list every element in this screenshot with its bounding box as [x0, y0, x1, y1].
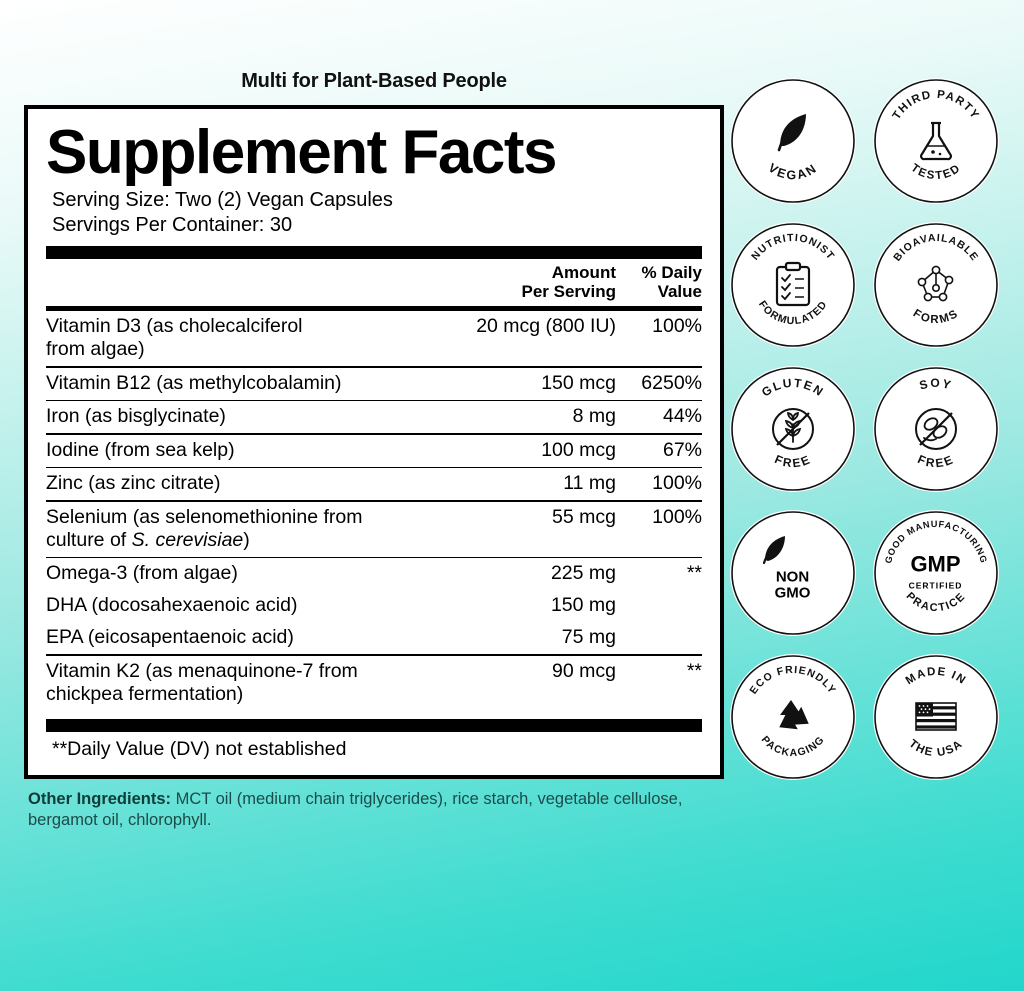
amount-per-serving-header	[441, 259, 616, 306]
certification-badges	[724, 78, 1004, 780]
dv-iodine: 67%	[662, 438, 702, 461]
svg-text:BIOAVAILABLE: BIOAVAILABLE	[890, 231, 981, 264]
badge-gmp-certified	[873, 510, 999, 636]
amount-vitamin-k2: 90 mcg	[552, 659, 616, 682]
amount-epa: 75 mg	[561, 626, 616, 649]
svg-text:THIRD PARTY: THIRD PARTY	[890, 88, 981, 122]
badge-third-party-tested	[873, 78, 999, 204]
svg-text:SOY: SOY	[917, 376, 954, 393]
daily-value-footnote: **Daily Value (DV) not established	[52, 737, 347, 760]
servings-per-container-line: Servings Per Container: 30	[52, 214, 293, 237]
svg-text:FREE: FREE	[772, 451, 813, 471]
amount-dha: 150 mg	[550, 594, 616, 617]
selenium-species-italic: S. cerevisiae	[131, 528, 244, 551]
vitamin-k2-line1: Vitamin K2 (as menaquinone-7 from	[46, 659, 358, 682]
nutrient-name-dha: DHA (docosahexaenoic acid)	[46, 594, 298, 617]
supplement-panel	[24, 70, 724, 832]
nutrient-name-iodine: Iodine (from sea kelp)	[46, 438, 235, 461]
gluten-free-badge-graphic	[730, 366, 856, 492]
non-gmo-line2: GMO	[774, 584, 811, 602]
non-gmo-line1: NON	[775, 568, 810, 586]
other-ingredients-text: MCT oil (medium chain triglycerides), rice starch, vegetable cellulose, bergamot oil, chlorophyll.	[28, 789, 683, 830]
dv-selenium: 100%	[652, 505, 702, 528]
other-ingredients	[24, 789, 724, 832]
svg-text:ECO FRIENDLY: ECO FRIENDLY	[746, 663, 839, 697]
badge-vegan	[730, 78, 856, 204]
amount-omega-3: 225 mg	[550, 562, 616, 585]
svg-text:FORMULATED: FORMULATED	[755, 298, 830, 328]
dv-iron: 44%	[662, 405, 702, 428]
nutrient-header-blank	[46, 259, 441, 306]
table-header-row	[46, 259, 702, 306]
badge-nutritionist-formulated	[730, 222, 856, 348]
nutrient-name-zinc: Zinc (as zinc citrate)	[46, 472, 221, 495]
table-row	[46, 311, 702, 366]
non-gmo-label	[730, 569, 856, 602]
amount-iodine: 100 mcg	[541, 438, 616, 461]
nutrient-name-epa: EPA (eicosapentaenoic acid)	[46, 626, 294, 649]
thick-divider-top	[46, 246, 702, 259]
selenium-line1: Selenium (as selenomethionine from	[46, 505, 363, 528]
gmp-center-label	[873, 553, 999, 594]
table-row	[46, 558, 702, 590]
amount-header-line1: Amount	[551, 263, 616, 283]
vitamin-k2-line2: chickpea fermentation)	[46, 682, 244, 705]
gmp-label: GMP	[910, 551, 961, 577]
svg-text:MADE IN: MADE IN	[903, 665, 968, 688]
amount-header-line2: Per Serving	[521, 282, 616, 302]
table-row	[46, 401, 702, 433]
nutrient-name-iron: Iron (as bisglycinate)	[46, 405, 226, 428]
nutrition-table	[46, 259, 702, 711]
selenium-line2-prefix: culture of	[46, 528, 132, 551]
svg-text:FREE: FREE	[915, 451, 956, 471]
usa-flag-icon	[916, 703, 956, 730]
amount-vitamin-b12: 150 mcg	[541, 371, 616, 394]
table-row	[46, 656, 702, 711]
soy-free-badge-graphic	[873, 366, 999, 492]
svg-text:PRACTICE: PRACTICE	[903, 590, 968, 615]
badge-soy-free	[873, 366, 999, 492]
table-row	[46, 368, 702, 400]
nutrient-name-selenium	[46, 502, 441, 557]
svg-text:GLUTEN: GLUTEN	[758, 375, 827, 400]
badge-gluten-free	[730, 366, 856, 492]
gmp-certified-label: CERTIFIED	[908, 580, 963, 591]
dv-vitamin-d3: 100%	[652, 315, 702, 338]
badge-non-gmo	[730, 510, 856, 636]
daily-value-header	[616, 259, 702, 306]
amount-iron: 8 mg	[572, 405, 616, 428]
serving-size-line: Serving Size: Two (2) Vegan Capsules	[52, 189, 393, 212]
dv-vitamin-k2: **	[686, 659, 702, 682]
amount-zinc: 11 mg	[563, 472, 616, 495]
table-row	[46, 502, 702, 557]
nutritionist-formulated-badge-graphic	[730, 222, 856, 348]
bioavailable-forms-badge-graphic	[873, 222, 999, 348]
nutrient-name-vitamin-k2	[46, 656, 441, 711]
thick-divider-bottom	[46, 719, 702, 732]
badge-made-in-usa	[873, 654, 999, 780]
svg-text:GOOD MANUFACTURING: GOOD MANUFACTURING	[882, 518, 989, 565]
badge-bioavailable-forms	[873, 222, 999, 348]
amount-selenium: 55 mcg	[552, 505, 616, 528]
dv-header-line2: Value	[657, 282, 702, 302]
table-row	[46, 590, 702, 622]
dv-zinc: 100%	[652, 472, 702, 495]
table-row	[46, 435, 702, 467]
table-row	[46, 622, 702, 654]
vegan-badge-graphic	[730, 78, 856, 204]
svg-text:FORMS: FORMS	[910, 307, 961, 327]
made-in-usa-badge-graphic	[873, 654, 999, 780]
dv-vitamin-b12: 6250%	[641, 371, 702, 394]
dv-epa	[616, 622, 702, 654]
svg-text:TESTED: TESTED	[907, 161, 964, 183]
dv-omega-3: **	[686, 562, 702, 585]
nutrient-name-vitamin-b12: Vitamin B12 (as methylcobalamin)	[46, 371, 342, 394]
badge-eco-friendly-packaging	[730, 654, 856, 780]
svg-text:NUTRITIONIST: NUTRITIONIST	[748, 231, 837, 263]
dv-dha	[616, 590, 702, 622]
amount-vitamin-d3: 20 mcg (800 IU)	[476, 315, 616, 338]
nutrient-name-vitamin-d3	[46, 311, 441, 366]
vitamin-d3-line1: Vitamin D3 (as cholecalciferol	[46, 315, 303, 338]
selenium-line2-suffix: )	[243, 528, 250, 551]
third-party-tested-badge-graphic	[873, 78, 999, 204]
svg-text:PACKAGING: PACKAGING	[758, 733, 827, 760]
nutrient-name-omega-3: Omega-3 (from algae)	[46, 562, 238, 585]
table-row	[46, 468, 702, 500]
supplement-facts-heading: Supplement Facts	[46, 118, 556, 187]
eco-friendly-badge-graphic	[730, 654, 856, 780]
dv-header-line1: % Daily	[641, 263, 702, 283]
svg-text:VEGAN: VEGAN	[765, 160, 820, 183]
vitamin-d3-line2: from algae)	[46, 338, 145, 361]
supplement-facts-box	[24, 105, 724, 779]
other-ingredients-label: Other Ingredients:	[28, 789, 172, 808]
page-title: Multi for Plant-Based People	[241, 70, 507, 92]
svg-text:THE USA: THE USA	[905, 737, 966, 760]
